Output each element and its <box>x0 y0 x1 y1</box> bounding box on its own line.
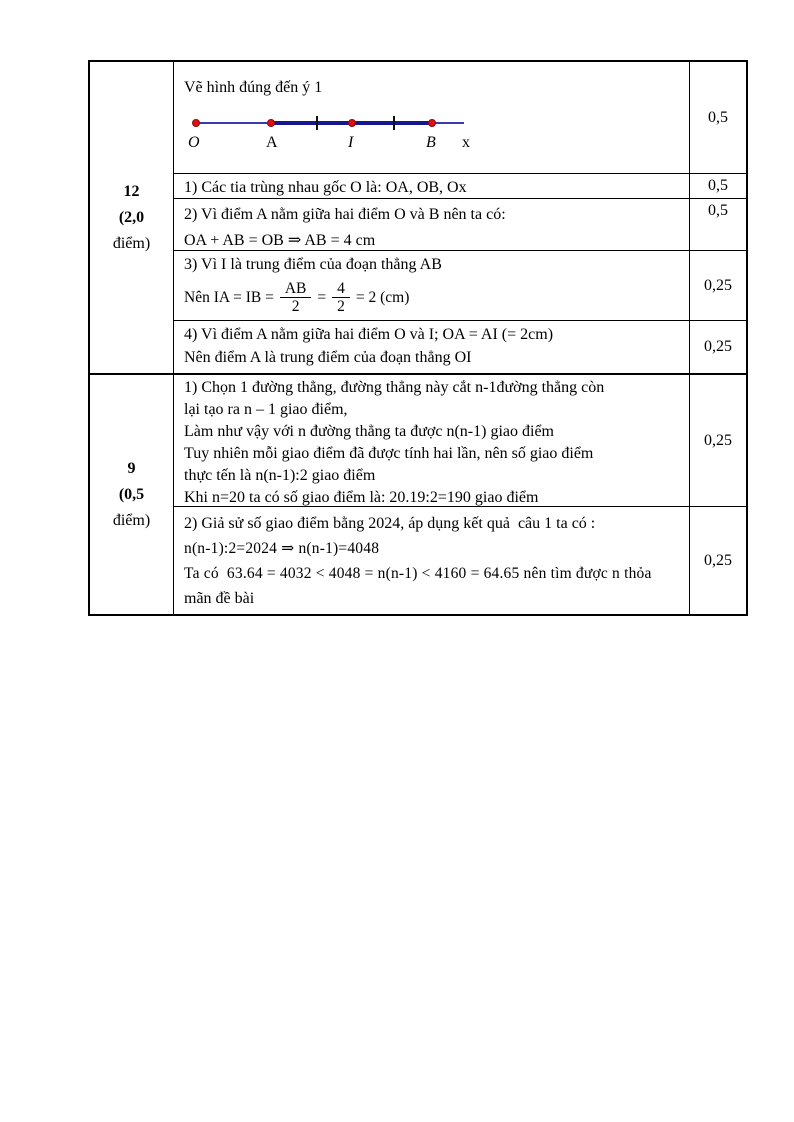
answer-line: Làm như vậy với n đường thẳng ta được n(n-1) giao điểm <box>184 423 554 440</box>
answer-line: 4) Vì điểm A nằm giữa hai điểm O và I; OA = AI (= 2cm) <box>184 326 554 343</box>
point-dot-i <box>348 119 356 127</box>
answer-row <box>174 199 746 251</box>
section-question-12 <box>90 62 746 373</box>
answer-line: thực tến là n(n-1):2 giao điểm <box>184 467 376 484</box>
answer-line: OA + AB = OB ⇒ AB = 4 cm <box>184 232 376 249</box>
question-number-cell <box>90 375 174 614</box>
answer-line-math: Ta có 63.64 = 4032 < 4048 = n(n-1) < 4160 = 64.65 nên tìm được n thỏa <box>184 565 652 582</box>
answer-row <box>174 174 746 199</box>
midpoint-formula <box>184 280 681 315</box>
axis-label-x: x <box>462 134 470 151</box>
answer-line: 1) Chọn 1 đường thẳng, đường thẳng này cắt n-1đường thẳng còn <box>184 379 605 396</box>
point-dot-o <box>192 119 200 127</box>
question-points-unit: điểm) <box>112 511 151 529</box>
point-label-o: O <box>188 134 200 151</box>
answer-line-math: n(n-1):2=2024 ⇒ n(n-1)=4048 <box>184 540 380 557</box>
point-label-b: B <box>426 134 436 151</box>
answer-line: Tuy nhiên mỗi giao điểm đã được tính hai lần, nên số giao điểm <box>184 445 594 462</box>
question-number: 12 <box>123 182 140 200</box>
answer-line: Nên điểm A là trung điểm của đoạn thẳng OI <box>184 349 472 366</box>
fraction-ab-over-2: $\frac{AB}{2}$ <box>280 280 312 315</box>
number-line-figure <box>188 105 488 157</box>
score-cell: 0,25 <box>689 251 746 320</box>
answer-row <box>174 321 746 373</box>
answer-line: 3) Vì I là trung điểm của đoạn thẳng AB <box>184 256 442 273</box>
figure-caption: Vẽ hình đúng đến ý 1 <box>184 79 323 96</box>
point-dot-a <box>267 119 275 127</box>
question-points-open: (0,5 <box>118 485 145 503</box>
tick-mark <box>393 116 395 130</box>
point-label-i: I <box>348 134 354 151</box>
point-label-a: A <box>266 134 278 151</box>
question-number: 9 <box>127 459 136 477</box>
answer-row <box>174 62 746 174</box>
question-points-open: (2,0 <box>118 208 145 226</box>
equals-sign: = <box>317 289 327 307</box>
answer-line: 2) Giả sử số giao điểm bằng 2024, áp dụng kết quả câu 1 ta có : <box>184 515 596 532</box>
answer-row <box>174 251 746 321</box>
score-cell: 0,25 <box>689 321 746 373</box>
score-cell: 0,25 <box>689 375 746 506</box>
point-dot-b <box>428 119 436 127</box>
score-cell: 0,5 <box>689 199 746 250</box>
answer-row <box>174 375 746 507</box>
score-cell: 0,5 <box>689 62 746 173</box>
answer-key-table <box>88 60 748 616</box>
tick-mark <box>316 116 318 130</box>
answer-line: mãn đề bài <box>184 590 255 607</box>
question-points-unit: điểm) <box>112 234 151 252</box>
answer-line: 2) Vì điểm A nằm giữa hai điểm O và B nên ta có: <box>184 206 506 223</box>
answer-line: Khi n=20 ta có số giao điểm là: 20.19:2=190 giao điểm <box>184 489 539 506</box>
question-number-cell <box>90 62 174 373</box>
answer-row <box>174 507 746 614</box>
section-question-9 <box>90 373 746 614</box>
fraction-4-over-2: $\frac{4}{2}$ <box>332 280 350 315</box>
answer-line: 1) Các tia trùng nhau gốc O là: OA, OB, Ox <box>184 179 467 196</box>
answer-line: lại tạo ra n – 1 giao điểm, <box>184 401 348 418</box>
formula-suffix: = 2 (cm) <box>355 289 410 307</box>
score-cell: 0,5 <box>689 174 746 198</box>
formula-prefix: Nên IA = IB = <box>184 289 274 307</box>
score-cell: 0,25 <box>689 507 746 614</box>
